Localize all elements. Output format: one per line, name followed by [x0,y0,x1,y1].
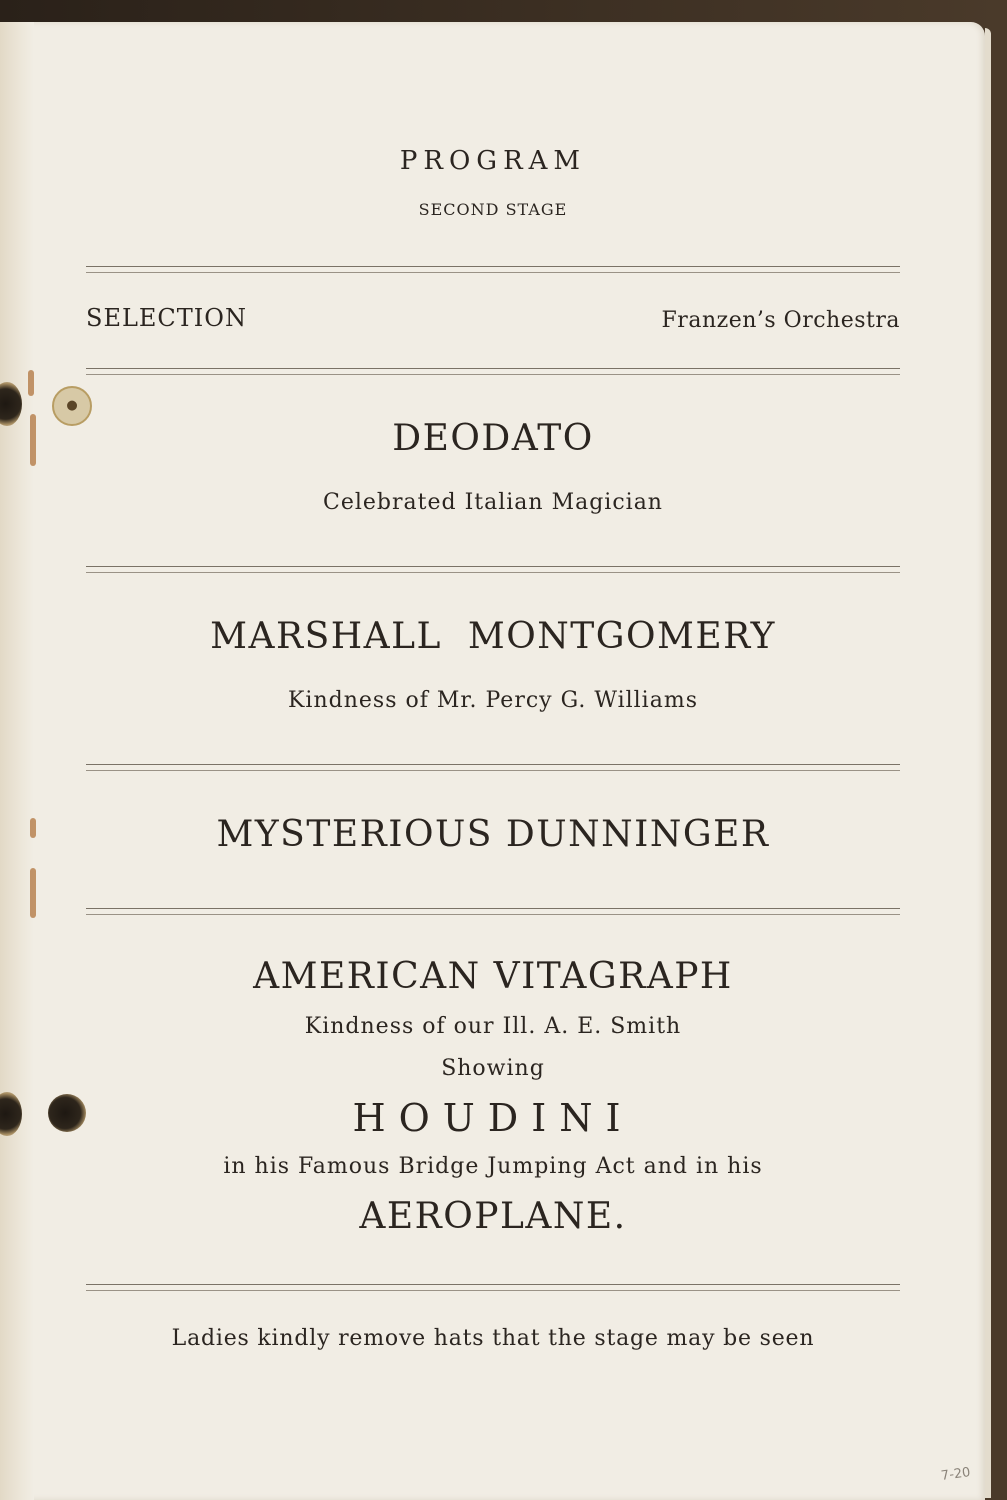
divider-rule [86,266,900,267]
act-aeroplane: AEROPLANE. [359,1196,627,1237]
divider-rule [86,368,900,369]
act-houdini-description: in his Famous Bridge Jumping Act and in his [223,1154,763,1179]
pencil-margin-note: 7-20 [940,1465,972,1484]
program-title: PROGRAM [399,146,587,176]
act-montgomery-note: Kindness of Mr. Percy G. Williams [288,688,698,713]
page-edge [985,28,991,1498]
selection-label: SELECTION [86,304,247,332]
divider-rule [86,1284,900,1285]
act-houdini-name: HOUDINI [352,1096,634,1140]
punch-hole-emblem: ● [52,386,92,426]
act-dunninger-name: MYSTERIOUS DUNNINGER [216,814,770,855]
selection-performer: Franzen’s Orchestra [661,308,900,333]
act-deodato-name: DEODATO [392,418,594,459]
program-subtitle: SECOND STAGE [418,200,568,219]
divider-rule [86,908,900,909]
program-content [0,22,985,1500]
divider-rule [86,566,900,567]
act-vitagraph-showing: Showing [441,1056,545,1081]
act-vitagraph-name: AMERICAN VITAGRAPH [253,956,733,997]
footer-notice: Ladies kindly remove hats that the stage may be seen [171,1326,815,1351]
divider-rule [86,764,900,765]
act-vitagraph-kindness: Kindness of our Ill. A. E. Smith [304,1014,682,1039]
program-page [0,22,985,1500]
act-montgomery-name: MARSHALL MONTGOMERY [210,616,776,657]
act-deodato-note: Celebrated Italian Magician [323,490,663,515]
